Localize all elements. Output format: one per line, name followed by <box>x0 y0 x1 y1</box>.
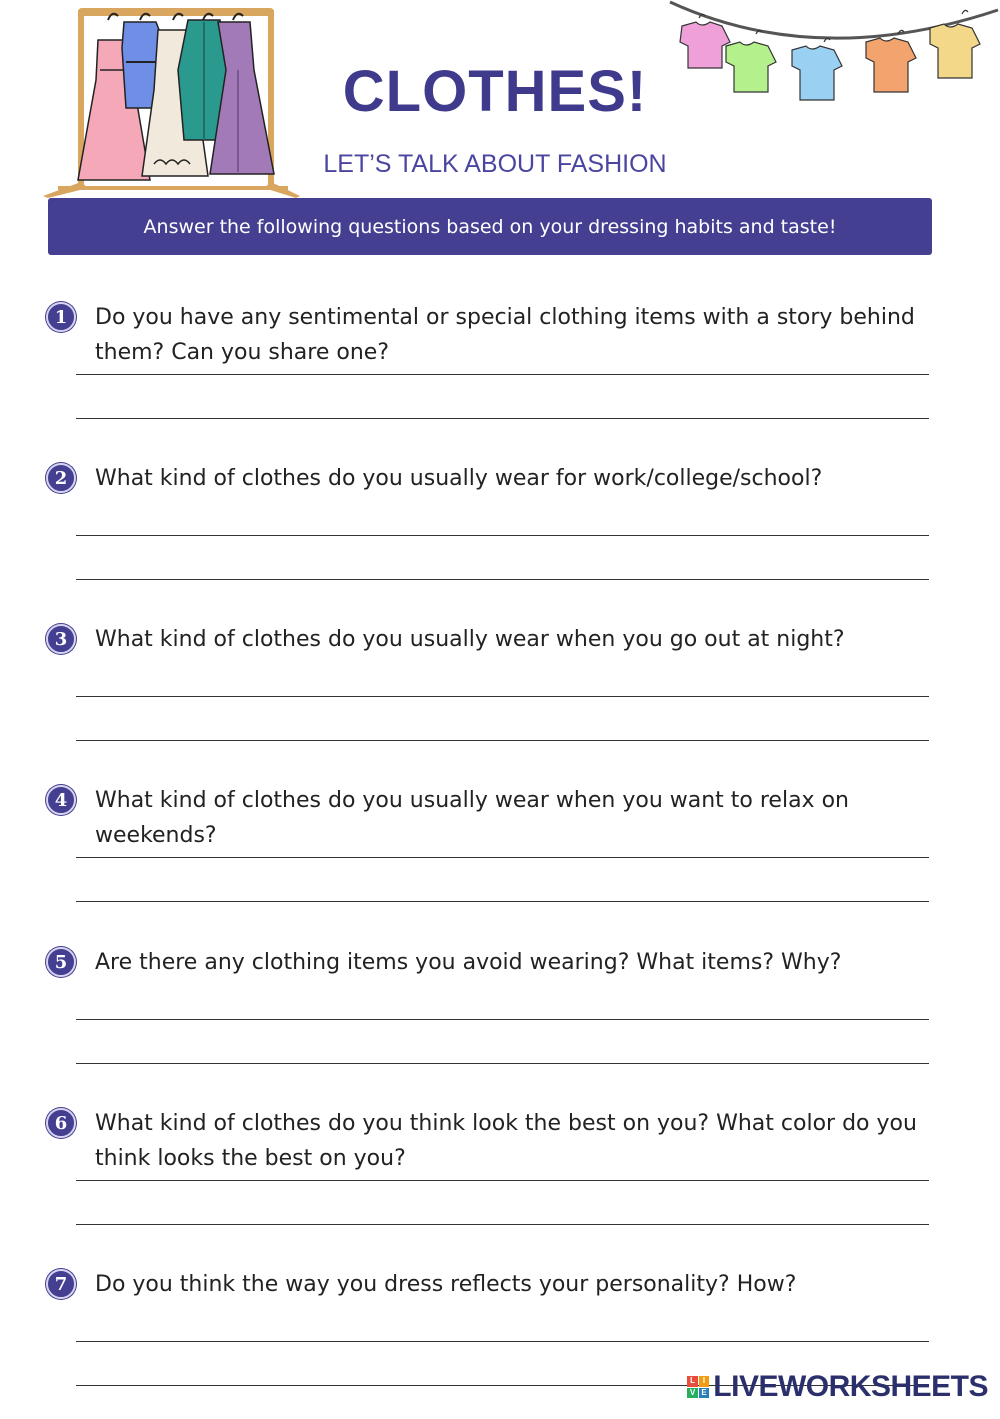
brand-name: LIVEWORKSHEETS <box>713 1370 988 1403</box>
logo-letter: L <box>687 1376 698 1387</box>
question-text: Do you have any sentimental or special clothing items with a story behind them? Can you share one? <box>95 305 915 365</box>
question-number-badge: 6 <box>46 1108 76 1138</box>
question-item <box>0 947 1000 1097</box>
question-number-badge: 7 <box>46 1269 76 1299</box>
liveworksheets-logo-icon <box>687 1376 709 1398</box>
question-text: Are there any clothing items you avoid wearing? What items? Why? <box>95 950 842 975</box>
answer-line[interactable] <box>76 374 929 375</box>
answer-line[interactable] <box>76 1224 929 1225</box>
question-item <box>0 624 1000 774</box>
liveworksheets-watermark[interactable] <box>687 1370 988 1404</box>
question-number-badge: 3 <box>46 624 76 654</box>
answer-line[interactable] <box>76 740 929 741</box>
answer-line[interactable] <box>76 1180 929 1181</box>
answer-line[interactable] <box>76 579 929 580</box>
question-number-badge: 2 <box>46 463 76 493</box>
page-subtitle: LET’S TALK ABOUT FASHION <box>323 150 667 178</box>
logo-letter: I <box>699 1376 710 1387</box>
answer-line[interactable] <box>76 1063 929 1064</box>
answer-line[interactable] <box>76 535 929 536</box>
question-number-badge: 4 <box>46 785 76 815</box>
question-number-badge: 1 <box>46 302 76 332</box>
question-item <box>0 463 1000 613</box>
question-text: What kind of clothes do you usually wear for work/college/school? <box>95 466 823 491</box>
logo-letter: E <box>699 1388 710 1399</box>
answer-line[interactable] <box>76 857 929 858</box>
answer-line[interactable] <box>76 418 929 419</box>
question-text: What kind of clothes do you think look the best on you? What color do you think looks the best on you? <box>95 1111 917 1171</box>
answer-line[interactable] <box>76 1341 929 1342</box>
question-number-badge: 5 <box>46 947 76 977</box>
question-text: What kind of clothes do you usually wear when you want to relax on weekends? <box>95 788 849 848</box>
hanging-shirts-illustration <box>668 0 1000 110</box>
question-item <box>0 302 1000 452</box>
logo-letter: V <box>687 1388 698 1399</box>
question-text: Do you think the way you dress reflects your personality? How? <box>95 1272 797 1297</box>
page-title: CLOTHES! <box>342 59 648 124</box>
question-item <box>0 1108 1000 1258</box>
question-text: What kind of clothes do you usually wear when you go out at night? <box>95 627 845 652</box>
question-item <box>0 785 1000 935</box>
answer-line[interactable] <box>76 1019 929 1020</box>
clothes-rack-illustration <box>38 0 308 200</box>
instructions-banner <box>48 198 932 255</box>
answer-line[interactable] <box>76 901 929 902</box>
instructions-text: Answer the following questions based on your dressing habits and taste! <box>143 215 837 238</box>
answer-line[interactable] <box>76 696 929 697</box>
